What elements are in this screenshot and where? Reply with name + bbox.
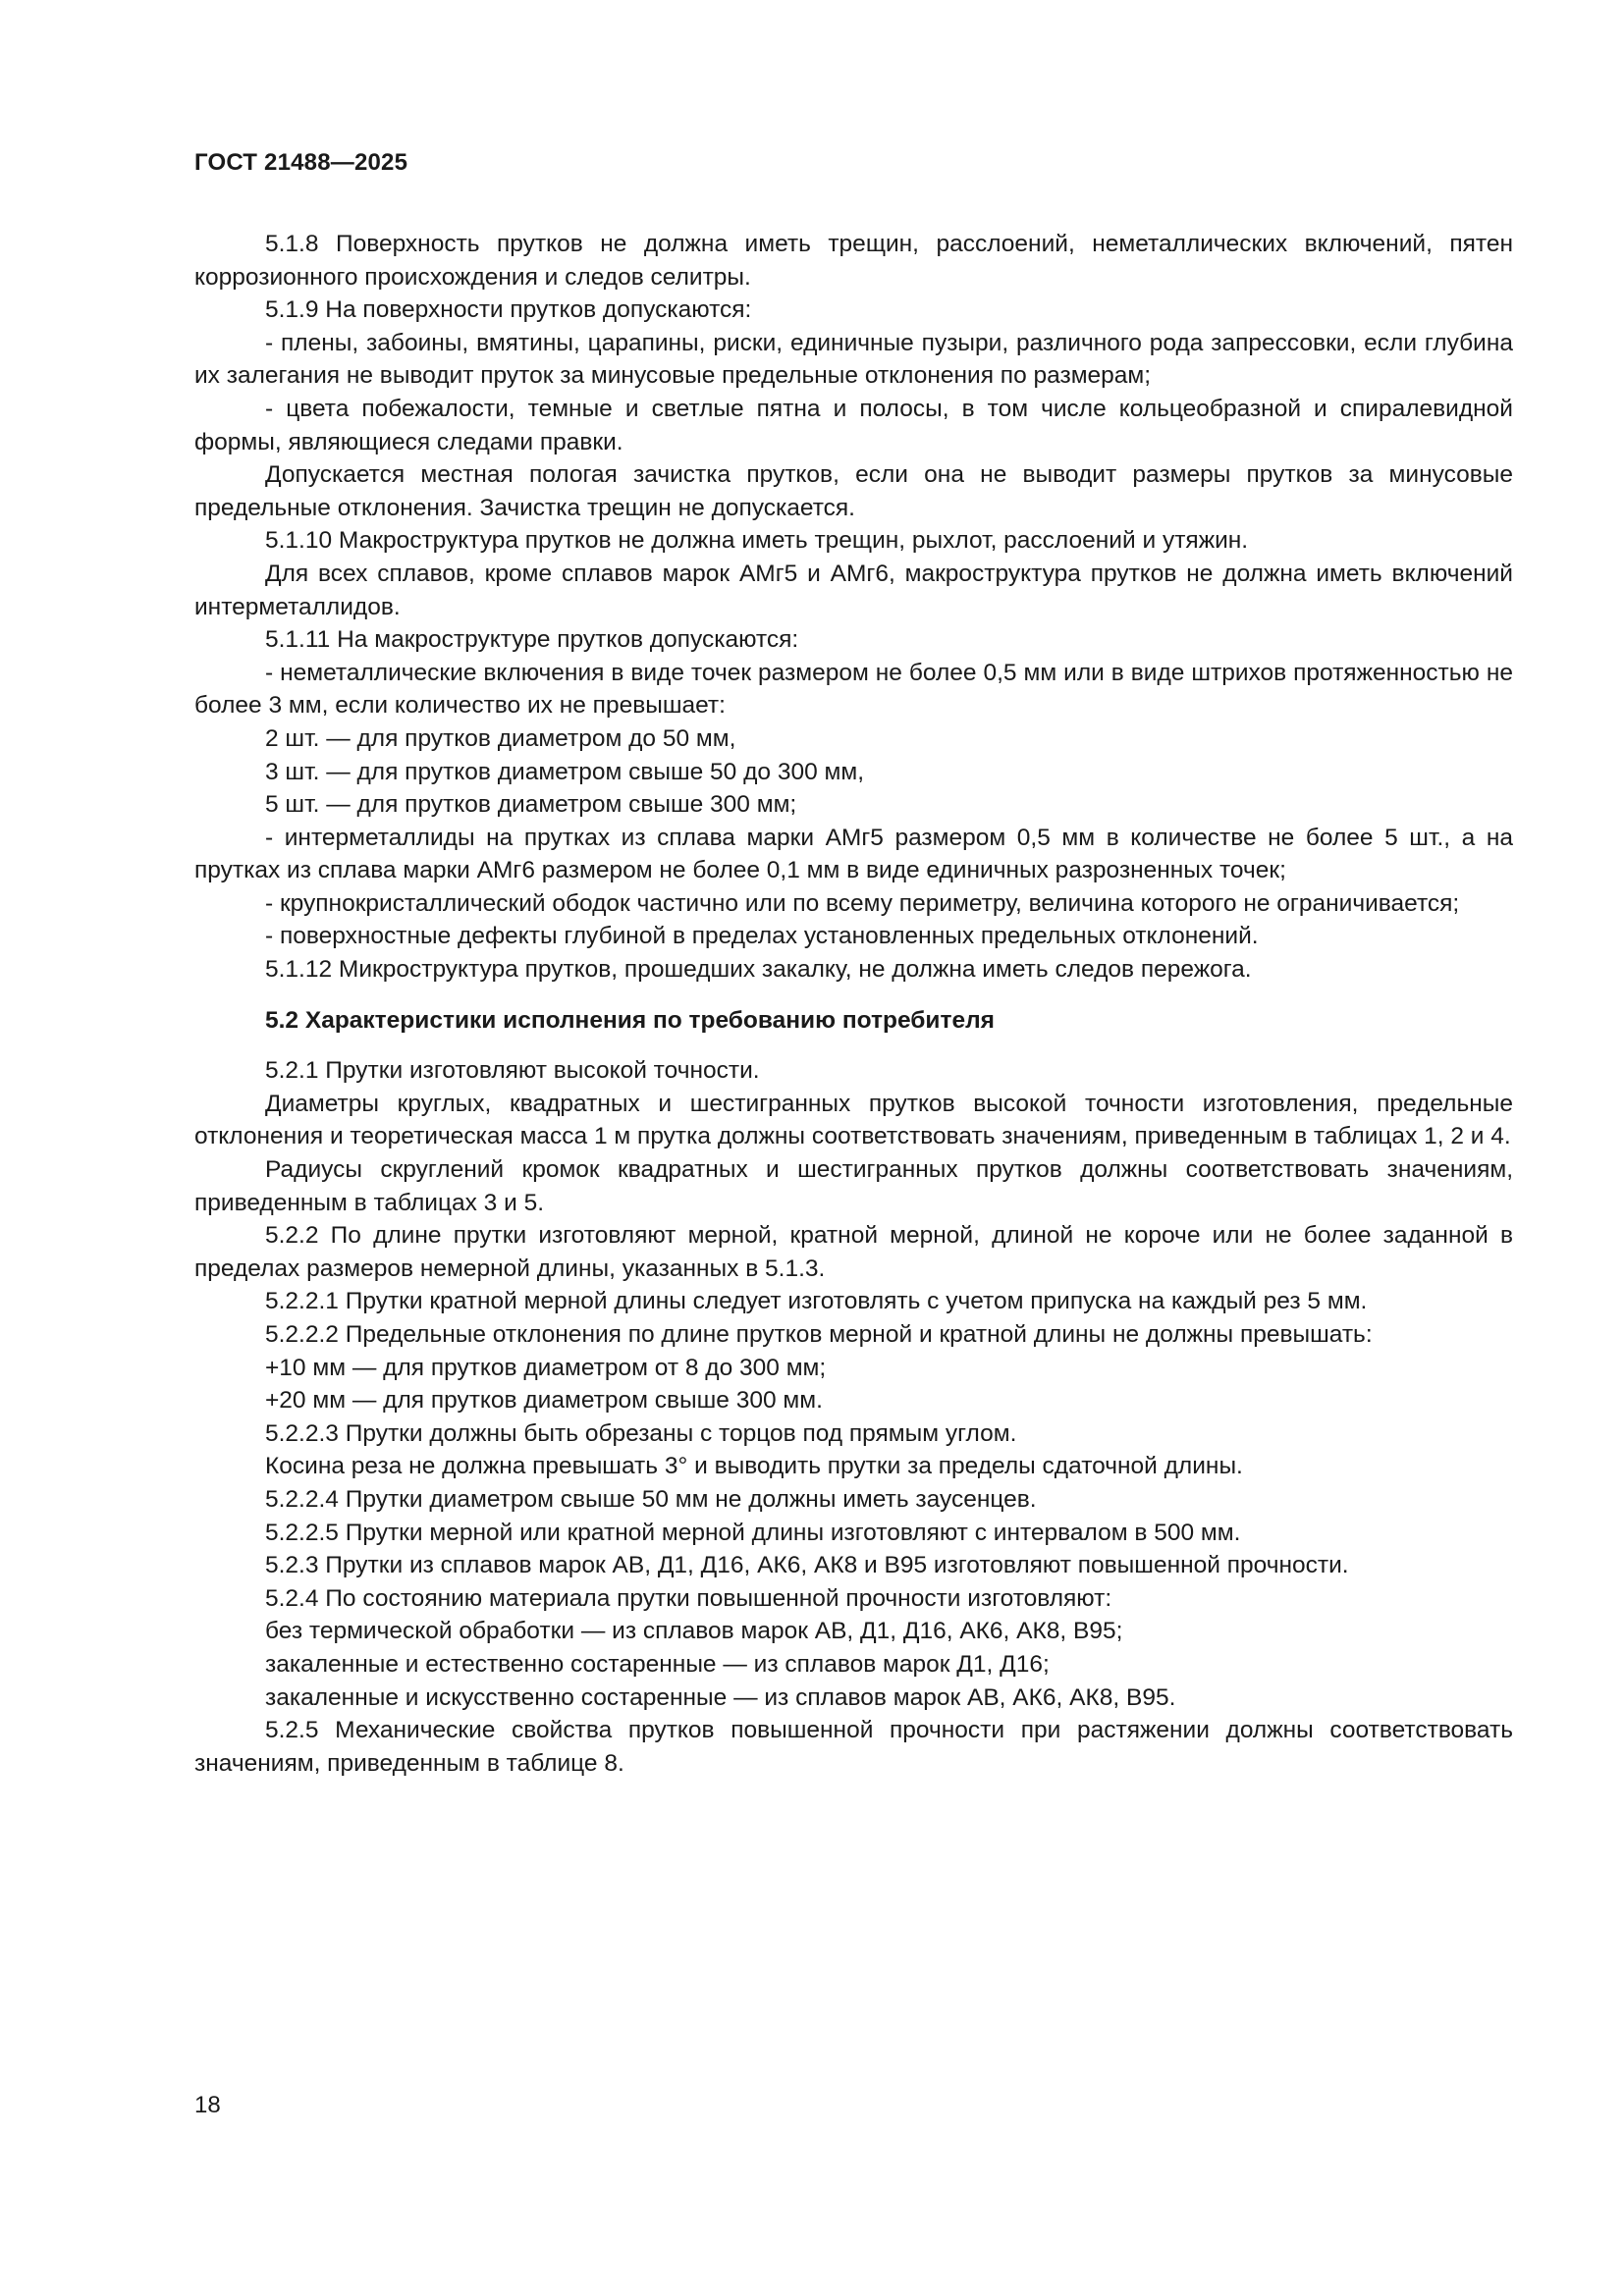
list-item: - крупнокристаллический ободок частично или по всему периметру, величина которого не ограничивается; <box>265 889 1460 917</box>
list-item: 5 шт. — для прутков диаметром свыше 300 мм; <box>265 791 797 819</box>
list-item: закаленные и естественно состаренные — из сплавов марок Д1, Д16; <box>265 1650 1050 1678</box>
paragraph-5-2-5: 5.2.5 Механические свойства прутков повышенной прочности при растяжении должны соответствовать значениям, приведенным в таблице 8. <box>194 1717 1513 1777</box>
paragraph: Для всех сплавов, кроме сплавов марок АМг5 и АМг6, макроструктура прутков не должна иметь включений интерметаллидов. <box>194 560 1513 620</box>
list-item: +10 мм — для прутков диаметром от 8 до 300 мм; <box>265 1354 827 1381</box>
list-item: - интерметаллиды на прутках из сплава марки АМг5 размером 0,5 мм в количестве не более 5 шт., а на прутках из сплава марки АМг6 размером не более 0,1 мм в виде единичных разрозненных точек; <box>194 824 1513 884</box>
list-item: 3 шт. — для прутков диаметром свыше 50 до 300 мм, <box>265 758 865 785</box>
paragraph-5-1-10: 5.1.10 Макроструктура прутков не должна иметь трещин, рыхлот, расслоений и утяжин. <box>265 527 1249 555</box>
document-header-code: ГОСТ 21488—2025 <box>194 149 408 176</box>
list-item: закаленные и искусственно состаренные — из сплавов марок АВ, АК6, АК8, В95. <box>265 1683 1176 1711</box>
paragraph-5-2-1: 5.2.1 Прутки изготовляют высокой точности. <box>265 1057 760 1085</box>
paragraph-5-2-2-3: 5.2.2.3 Прутки должны быть обрезаны с торцов под прямым углом. <box>265 1419 1017 1447</box>
paragraph: Радиусы скруглений кромок квадратных и шестигранных прутков должны соответствовать значениям, приведенным в таблицах 3 и 5. <box>194 1156 1513 1216</box>
list-item: без термической обработки — из сплавов марок АВ, Д1, Д16, АК6, АК8, В95; <box>265 1618 1123 1645</box>
list-item: 2 шт. — для прутков диаметром до 50 мм, <box>265 724 736 752</box>
paragraph-5-1-12: 5.1.12 Микроструктура прутков, прошедших закалку, не должна иметь следов пережога. <box>265 956 1252 984</box>
paragraph-5-2-2-4: 5.2.2.4 Прутки диаметром свыше 50 мм не должны иметь заусенцев. <box>265 1485 1037 1513</box>
paragraph-5-2-3: 5.2.3 Прутки из сплавов марок АВ, Д1, Д16, АК6, АК8 и В95 изготовляют повышенной прочности. <box>265 1552 1349 1579</box>
paragraph-5-1-11: 5.1.11 На макроструктуре прутков допускаются: <box>265 626 799 654</box>
list-item: - неметаллические включения в виде точек размером не более 0,5 мм или в виде штрихов протяженностью не более 3 мм, если количество их не превышает: <box>194 659 1513 720</box>
list-item: - поверхностные дефекты глубиной в пределах установленных предельных отклонений. <box>265 923 1259 950</box>
list-item: - плены, забоины, вмятины, царапины, риски, единичные пузыри, различного рода запрессовки, если глубина их залегания не выводит пруток за минусовые предельные отклонения по размерам; <box>194 329 1513 390</box>
paragraph-5-1-9: 5.1.9 На поверхности прутков допускаются: <box>265 296 752 324</box>
paragraph-5-1-8: 5.1.8 Поверхность прутков не должна иметь трещин, расслоений, неметаллических включений, пятен коррозионного происхождения и следов селитры. <box>194 231 1513 291</box>
section-heading-5-2: 5.2 Характеристики исполнения по требованию потребителя <box>265 1006 995 1034</box>
paragraph: Допускается местная пологая зачистка прутков, если она не выводит размеры прутков за минусовые предельные отклонения. Зачистка трещин не допускается. <box>194 461 1513 521</box>
paragraph-5-2-4: 5.2.4 По состоянию материала прутки повышенной прочности изготовляют: <box>265 1584 1112 1612</box>
paragraph: Диаметры круглых, квадратных и шестигранных прутков высокой точности изготовления, предельные отклонения и теоретическая масса 1 м прутка должны соответствовать значениям, приведенным в таблицах 1, 2 и 4. <box>194 1090 1513 1150</box>
paragraph: Косина реза не должна превышать 3° и выводить прутки за пределы сдаточной длины. <box>265 1453 1243 1480</box>
paragraph-5-2-2-2: 5.2.2.2 Предельные отклонения по длине прутков мерной и кратной длины не должны превышать: <box>265 1321 1373 1348</box>
paragraph-5-2-2-1: 5.2.2.1 Прутки кратной мерной длины следует изготовлять с учетом припуска на каждый рез 5 мм. <box>265 1288 1368 1315</box>
list-item: - цвета побежалости, темные и светлые пятна и полосы, в том числе кольцеобразной и спиралевидной формы, являющиеся следами правки. <box>194 395 1513 455</box>
paragraph-5-2-2-5: 5.2.2.5 Прутки мерной или кратной мерной длины изготовляют с интервалом в 500 мм. <box>265 1519 1241 1546</box>
paragraph-5-2-2: 5.2.2 По длине прутки изготовляют мерной, кратной мерной, длиной не короче или не более заданной в пределах размеров немерной длины, указанных в 5.1.3. <box>194 1222 1513 1282</box>
document-body <box>194 228 1513 1780</box>
page-number: 18 <box>194 2092 221 2118</box>
list-item: +20 мм — для прутков диаметром свыше 300 мм. <box>265 1387 823 1415</box>
